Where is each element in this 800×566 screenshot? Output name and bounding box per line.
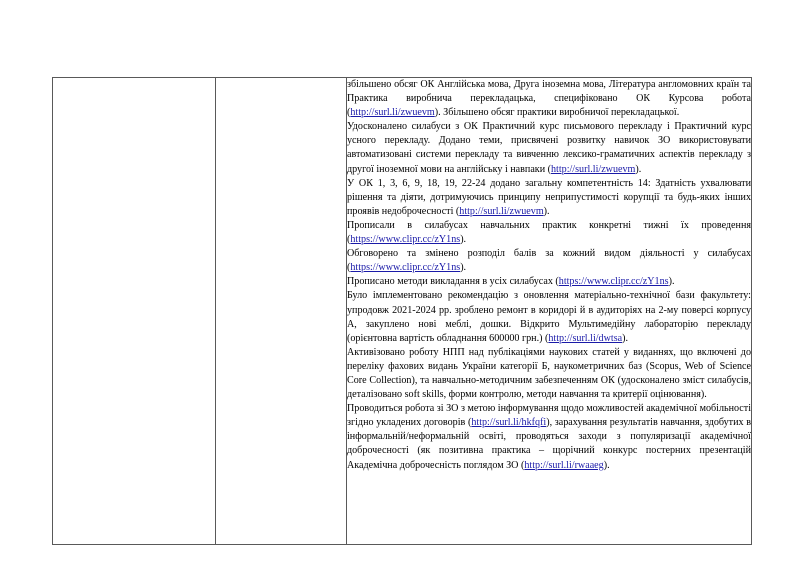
paragraph-text: ). Збільшено обсяг практики виробничої перекладацької. (434, 107, 680, 119)
hyperlink[interactable]: https://www.clipr.cc/zY1ns (350, 234, 461, 246)
paragraph (347, 346, 751, 402)
hyperlink[interactable]: http://surl.li/hkfqfi (471, 417, 547, 429)
paragraph (347, 219, 751, 247)
paragraph (347, 402, 751, 472)
table-row (53, 78, 752, 545)
hyperlink[interactable]: http://surl.li/zwuevm (350, 107, 435, 119)
paragraph-text: ). (460, 234, 467, 246)
content-table (52, 77, 752, 545)
table-cell-column-1 (53, 78, 216, 545)
paragraph-text: Було імплементовано рекомендацію з оновлення матеріально-технічної бази факультету: упродовж 2021-2024 рр. зроблено ремонт в коридорі й в аудиторіях на 2-му поверсі корпусу А, закуплено нові меблі, дошки. Відкрито Мультимедійну лабораторію перекладу (орієнтовна вартість обладнання 600000 грн.) ( (347, 290, 751, 344)
paragraph (347, 247, 751, 275)
paragraph-text: ). (603, 459, 610, 471)
paragraph-container (347, 78, 751, 473)
paragraph-text: ), зарахування результатів навчання, здобутих в інформальній/неформальній освіті, проводяться заходи з популяризації академічної доброчесності (як позитивна практика – щорічний конкурс постерних презентацій Академічна доброчесність поглядом ЗО ( (347, 417, 751, 471)
hyperlink[interactable]: https://www.clipr.cc/zY1ns (350, 262, 461, 274)
paragraph-text: збільшено обсяг ОК Англійська мова, Друга іноземна мова, Література англомовних країн та Практика виробнича перекладацька, специфіковано ОК Курсова робота ( (347, 79, 751, 119)
paragraph-text: ). (460, 262, 467, 274)
hyperlink[interactable]: http://surl.li/zwuevm (459, 205, 544, 217)
hyperlink[interactable]: http://surl.li/rwaaeg (524, 459, 604, 471)
paragraph (347, 177, 751, 219)
hyperlink[interactable]: https://www.clipr.cc/zY1ns (558, 276, 669, 288)
table-body (53, 78, 752, 545)
paragraph (347, 275, 751, 289)
paragraph-text: ). (635, 163, 642, 175)
table-cell-column-2 (216, 78, 347, 545)
hyperlink[interactable]: http://surl.li/dwtsa (548, 332, 623, 344)
hyperlink[interactable]: http://surl.li/zwuevm (551, 163, 636, 175)
paragraph-text: Проводиться робота зі ЗО з метою інформування щодо можливостей академічної мобільності згідно укладених договорів ( (347, 403, 751, 429)
paragraph-text: ). (543, 205, 550, 217)
paragraph-text: Удосконалено силабуси з ОК Практичний курс письмового перекладу і Практичний курс усного перекладу. Додано теми, присвячені розвитку навичок ЗО використовувати автоматизовані системи перекладу та вивченню лексико-граматичних аспектів перекладу з другої іноземної мови на англійську і навпаки ( (347, 121, 751, 175)
paragraph (347, 78, 751, 120)
paragraph-text: ). (622, 332, 628, 344)
table-cell-column-3 (347, 78, 752, 545)
paragraph-text: ). (668, 276, 675, 288)
paragraph-text: Прописано методи викладання в усіх силабусах ( (347, 276, 559, 288)
paragraph-text: Обговорено та змінено розподіл балів за кожний видом діяльності у силабусах ( (347, 248, 751, 274)
paragraph (347, 120, 751, 176)
paragraph-text: У ОК 1, 3, 6, 9, 18, 19, 22-24 додано загальну компетентність 14: Здатність ухвалювати рішення та діяти, дотримуючись принципу неприпустимості корупції та будь-яких інших проявів недоброчесності ( (347, 177, 751, 217)
paragraph-text: Прописали в силабусах навчальних практик конкретні тижні їх проведення ( (347, 219, 751, 246)
paragraph (347, 289, 751, 345)
paragraph-text: Активізовано роботу НПП над публікаціями наукових статей у виданнях, що включені до переліку фахових видань України категорії Б, наукометричних баз (Scopus, Web of Science Core Collection), та навчально-методичним забезпеченням ОК (удосконалено зміст силабусів, деталізовано soft skills, форми контролю, методи навчання та критерії оцінювання). (347, 346, 751, 401)
